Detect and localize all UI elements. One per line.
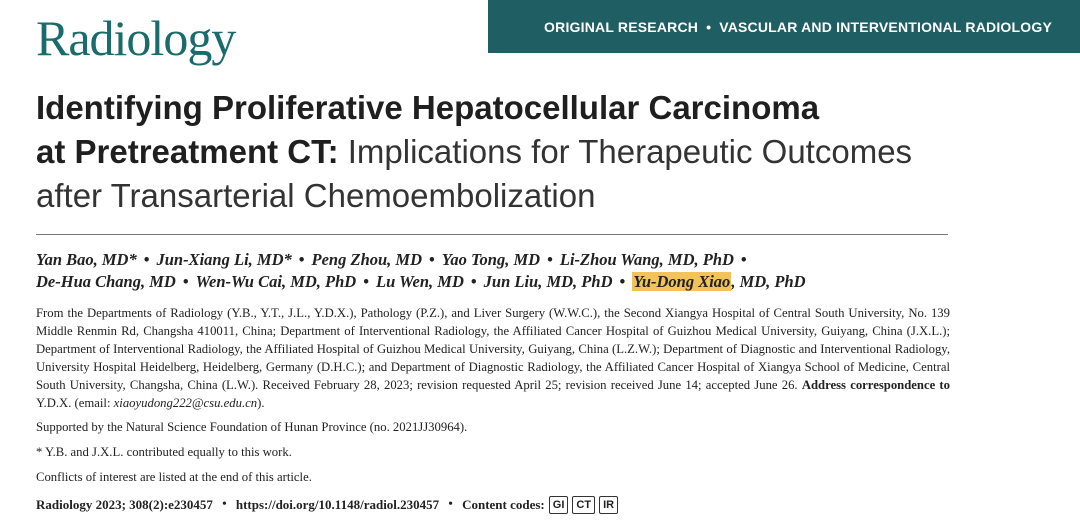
author-separator: • [470, 272, 477, 291]
citation-reference: Radiology 2023; 308(2):e230457 [36, 497, 213, 512]
author-name[interactable]: Wen-Wu Cai, MD, PhD [195, 272, 357, 291]
author-separator: • [619, 272, 626, 291]
title-bold-line1: Identifying Proliferative Hepatocellular Carcinoma [36, 89, 820, 126]
title-divider [36, 234, 948, 235]
author-separator: • [143, 250, 150, 269]
correspondence-end: ). [257, 396, 265, 410]
section-label-vascular: VASCULAR AND INTERVENTIONAL RADIOLOGY [719, 18, 1052, 35]
author-name[interactable]: Jun Liu, MD, PhD [483, 272, 613, 291]
title-light-line3: after Transarterial Chemoembolization [36, 177, 596, 214]
conflicts-note: Conflicts of interest are listed at the end of this article. [36, 470, 312, 484]
author-name[interactable]: Jun-Xiang Li, MD* [156, 250, 292, 269]
citation-separator: • [221, 497, 227, 512]
author-separator: • [363, 272, 369, 291]
author-name[interactable]: Li-Zhou Wang, MD, PhD [559, 250, 734, 269]
correspondence-label: Address correspondence to [801, 378, 950, 392]
section-label-original-research: ORIGINAL RESEARCH [544, 18, 699, 35]
content-code-badge: GI [549, 496, 569, 514]
content-code-badge: CT [572, 496, 595, 514]
highlighted-author-name[interactable]: Yu-Dong Xiao [633, 272, 731, 291]
correspondence-email-link[interactable]: xiaoyudong222@csu.edu.cn [113, 396, 258, 410]
author-name[interactable]: Peng Zhou, MD [311, 250, 423, 269]
correspondence-name: Y.D.X. (email: [36, 396, 114, 410]
title-bold-line2: at Pretreatment CT: [36, 133, 339, 170]
section-banner [488, 0, 1080, 53]
content-codes-label: Content codes: [462, 497, 545, 512]
author-separator: • [740, 250, 747, 269]
article-title [36, 86, 956, 218]
affiliations-text: From the Departments of Radiology (Y.B., Y.T., J.L., Y.D.X.), Pathology (P.Z.), and Liver Surgery (W.W.C.), the Second Xiangya Hospital of Central South University, No. 139 Middle Renmin Rd, Changsha 410011, China; Department of Interventional Radiology, the Affiliated Cancer Hospital of Guizhou Medical University, Guiyang, China (J.X.L.); Department of Interventional Radiology, the Affiliated Hospital of Guizhou Medical University, Guiyang, China (L.Z.W.); Department of Diagnostic and Interventional Radiology, University Hospital Heidelberg, Heidelberg, Germany (D.H.C.); and Department of Diagnostic Radiology, the Affiliated Cancer Hospital of Xiangya School of Medicine, Central South University, Changsha, China (L.W.). Received February 28, 2023; revision requested April 25; revision received June 14; accepted June 26. [36, 306, 950, 392]
journal-logo: Radiology [36, 10, 236, 66]
author-name[interactable]: Yao Tong, MD [441, 250, 541, 269]
author-separator: • [298, 250, 305, 269]
citation-separator: • [448, 497, 454, 512]
title-light-line2: Implications for Therapeutic Outcomes [338, 133, 913, 170]
author-list [36, 249, 966, 293]
equal-contribution-note: * Y.B. and J.X.L. contributed equally to this work. [36, 445, 292, 459]
funding-note: Supported by the Natural Science Foundation of Hunan Province (no. 2021JJ30964). [36, 420, 468, 434]
content-code-badge: IR [599, 496, 618, 514]
author-name[interactable]: Lu Wen, MD [376, 272, 464, 291]
author-separator: • [182, 272, 189, 291]
banner-separator: • [706, 18, 712, 35]
author-name[interactable]: Yan Bao, MD* [36, 250, 137, 269]
author-name[interactable]: De-Hua Chang, MD [36, 272, 176, 291]
affiliations-paragraph [36, 304, 950, 412]
author-separator: • [429, 250, 435, 269]
doi-link[interactable]: https://doi.org/10.1148/radiol.230457 [235, 497, 440, 512]
author-separator: • [547, 250, 553, 269]
highlighted-author-degrees: , MD, PhD [731, 272, 806, 291]
citation-line [36, 494, 996, 516]
